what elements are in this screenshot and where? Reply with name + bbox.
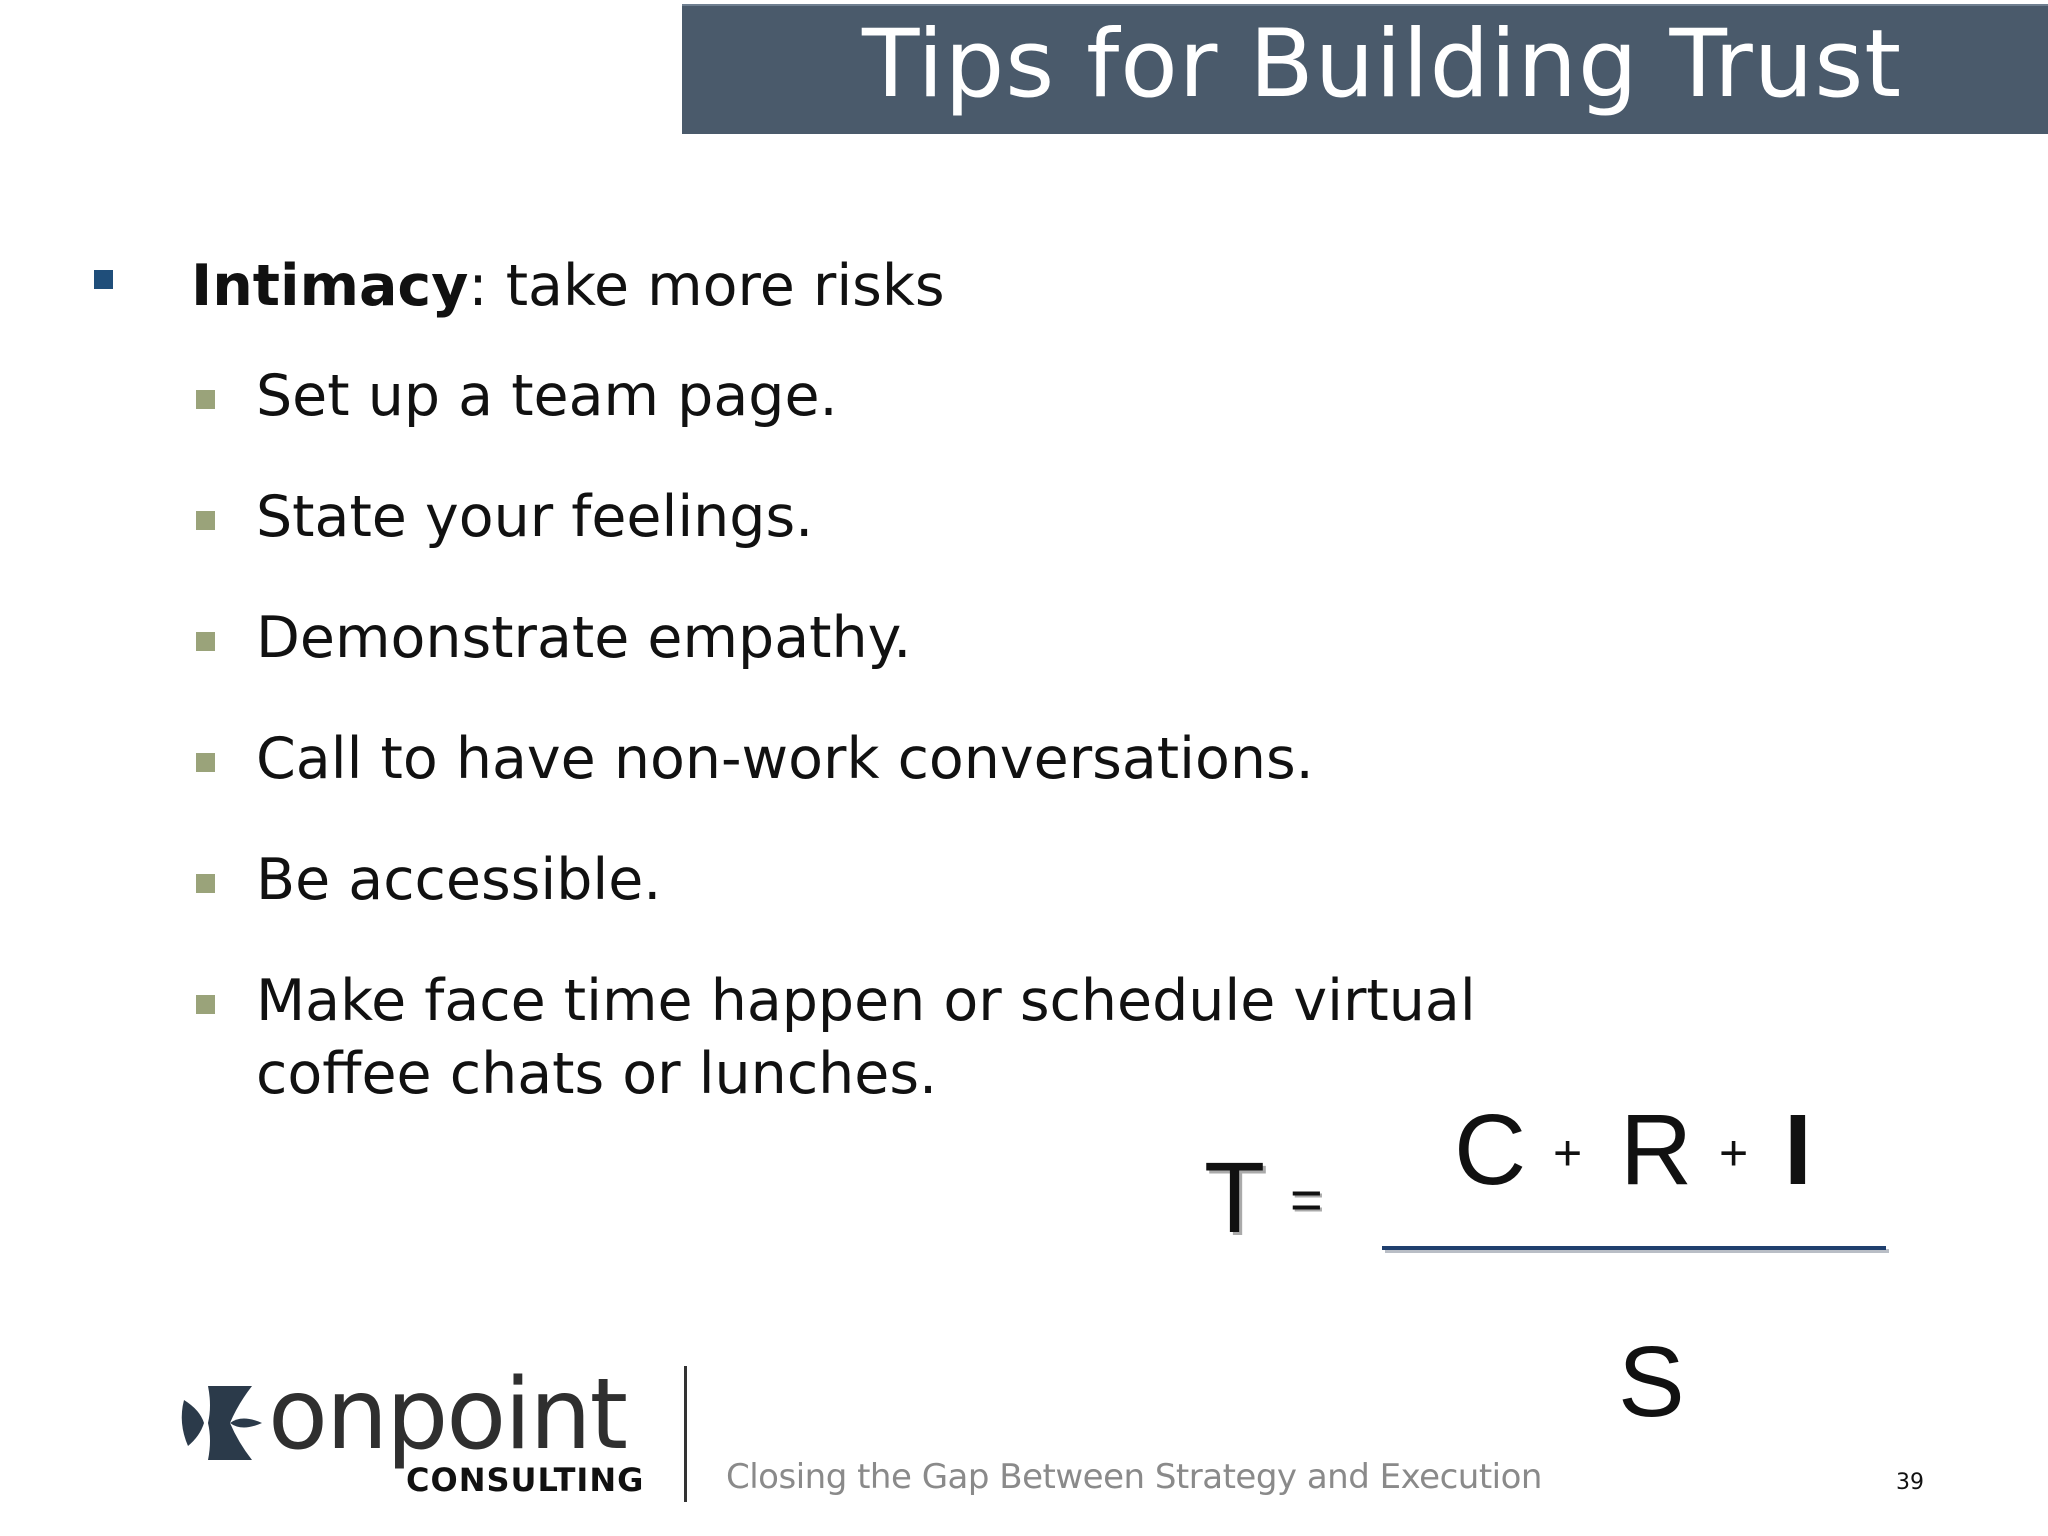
sub-bullet-square-icon: [196, 511, 215, 530]
formula-i: I: [1784, 1094, 1812, 1206]
page-number: 39: [1896, 1470, 1924, 1495]
onpoint-logo: [178, 1358, 648, 1502]
bullet-square-icon: [94, 270, 113, 289]
formula-equals: =: [1290, 1168, 1323, 1231]
sub-bullet-text: Make face time happen or schedule virtual: [256, 968, 1476, 1034]
sub-bullet-square-icon: [196, 390, 215, 409]
formula-plus: +: [1719, 1125, 1749, 1181]
formula-plus: +: [1553, 1125, 1583, 1181]
sub-bullet-text: State your feelings.: [256, 484, 814, 550]
sub-bullet-square-icon: [196, 753, 215, 772]
sub-bullet-text: Be accessible.: [256, 847, 662, 913]
sub-bullet-text: Set up a team page.: [256, 363, 838, 429]
slide-title: Tips for Building Trust: [862, 10, 1903, 119]
formula-lhs: T: [1204, 1142, 1266, 1254]
sub-bullet-square-icon: [196, 995, 215, 1014]
sub-bullet-text: coffee chats or lunches.: [256, 1041, 938, 1107]
fraction-line: [1382, 1246, 1886, 1250]
sub-bullet-text: Call to have non-work conversations.: [256, 726, 1314, 792]
footer-tagline: Closing the Gap Between Strategy and Execution: [726, 1457, 1542, 1497]
bullet-intimacy-text: [191, 253, 945, 319]
onpoint-logo-icon: [178, 1380, 264, 1466]
bullet-term: Intimacy: [191, 253, 469, 319]
logo-subtitle: CONSULTING: [406, 1461, 645, 1499]
sub-bullet-square-icon: [196, 632, 215, 651]
footer-divider: [684, 1366, 687, 1502]
trust-formula: [1180, 1094, 2000, 1460]
formula-c: C: [1454, 1094, 1527, 1206]
formula-denominator: S: [1618, 1326, 1685, 1438]
title-bar: [682, 4, 2048, 134]
sub-bullet-square-icon: [196, 874, 215, 893]
sub-bullet-text: Demonstrate empathy.: [256, 605, 912, 671]
bullet-term-rest: : take more risks: [468, 253, 945, 319]
formula-r: R: [1620, 1094, 1693, 1206]
logo-wordmark: onpoint: [268, 1358, 626, 1472]
